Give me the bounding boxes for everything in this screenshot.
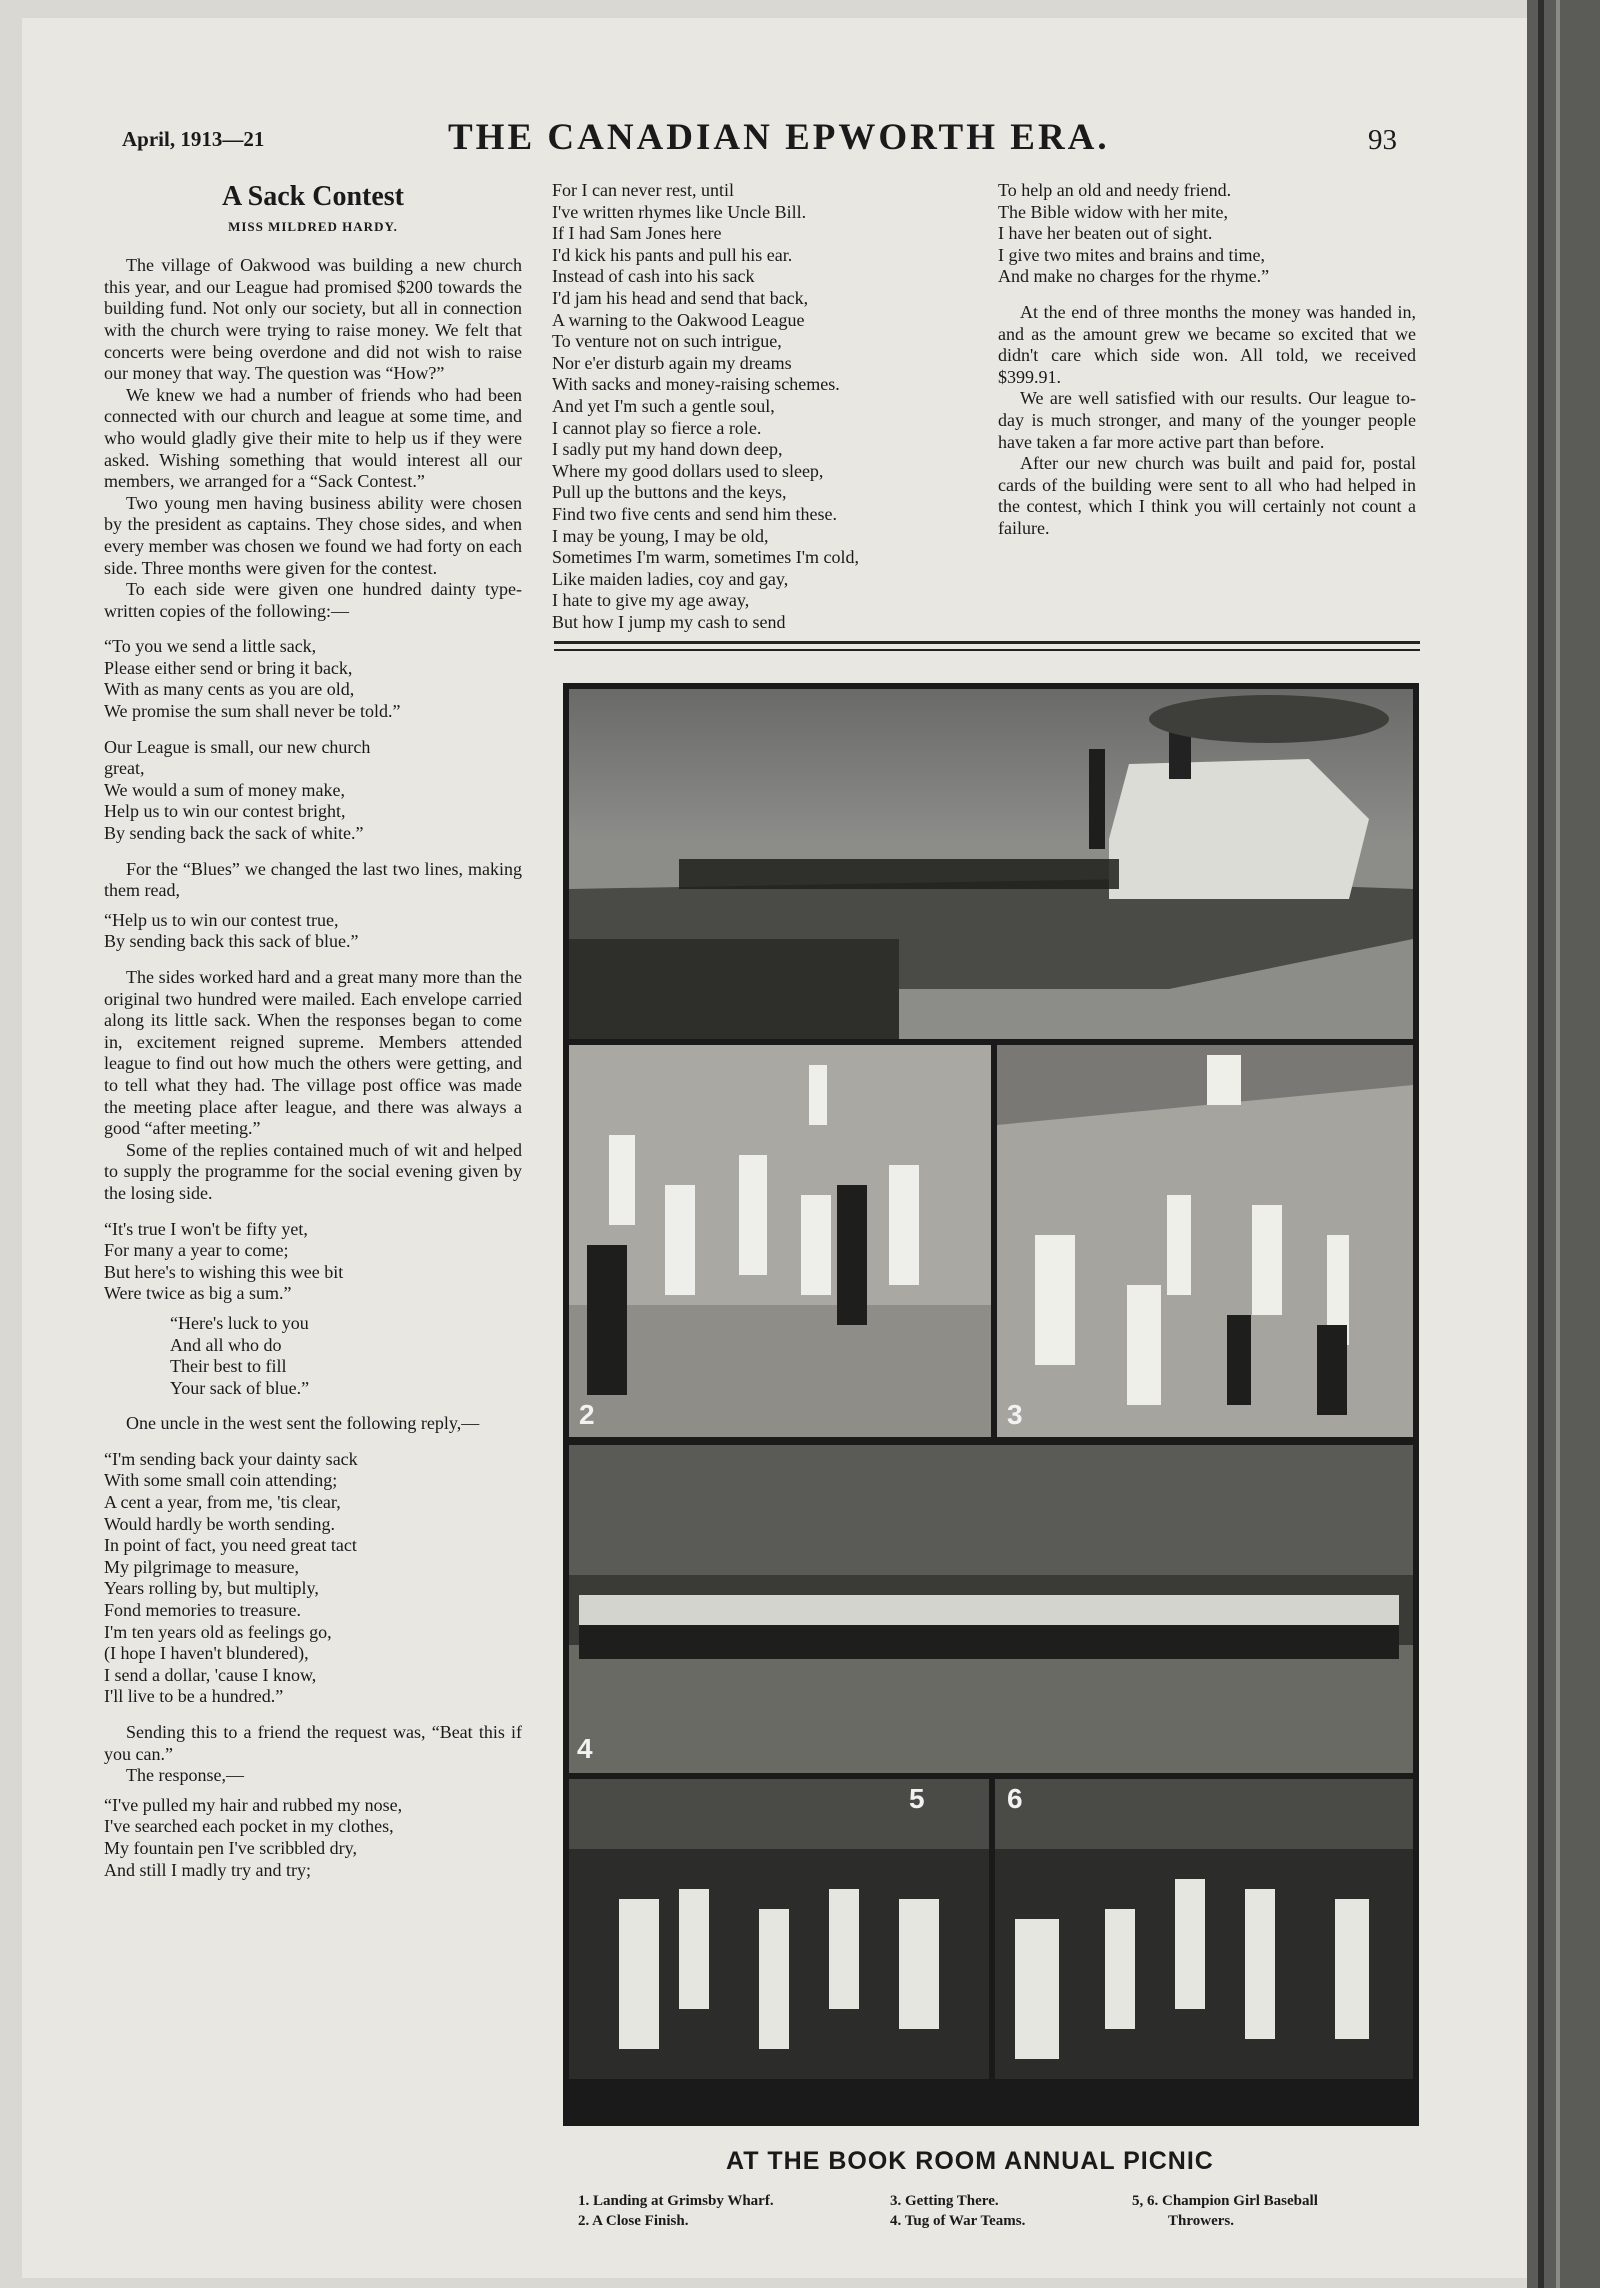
photo-getting-there (997, 1045, 1413, 1437)
poem: “It's true I won't be fifty yet, For many a year to come; But here's to wishing this wee bit Were twice as big a sum.” (104, 1218, 344, 1304)
poem: “Help us to win our contest true, By sending back this sack of blue.” (104, 909, 359, 952)
poem: “I'm sending back your dainty sack With some small coin attending; A cent a year, from me, 'tis clear, Would hardly be worth sending. In point of fact, you need great tact My pilgrimage to measure, Years rolling by, but multiply, Fond memories to treasure. I'm ten years old as feelings go, (I hope I haven't blundered), I send a dollar, 'cause I know, I'll live to be a hundred.” (104, 1448, 358, 1707)
poem: “To you we send a little sack, Please either send or bring it back, With as many cents as you are old, We promise the sum shall never be told.” (104, 636, 401, 722)
photo-caption: 3. Getting There. (890, 2193, 999, 2209)
paragraph: The village of Oakwood was building a new church this year, and our League had promised $200 towards the building fund. Not only our society, but all in connection with the church were trying to raise money. We felt that concerts were being overdone and did not wish to raise our money that way. The question was “How?” (104, 255, 522, 384)
page-number: 93 (1368, 124, 1397, 156)
photo-caption: Throwers. (1168, 2213, 1234, 2229)
issue-date: April, 1913—21 (122, 127, 265, 151)
photo-landing-at-wharf (569, 689, 1413, 1039)
paragraph: For the “Blues” we changed the last two lines, making them read, (104, 858, 522, 901)
paragraph: We are well satisfied with our results. Our league to-day is much stronger, and many of the younger people have taken a far more active part than before. (998, 388, 1416, 452)
column-1 (104, 182, 522, 1881)
paragraph: The sides worked hard and a great many more than the original two hundred were mailed. Each envelope carried along its little sack. When the responses began to come in, excitement reigned supreme. Members attended league to find out how much the others were getting, and to tell what they had. The village post office was made the meeting place after league, and there was always a good “after meeting.” (104, 967, 522, 1139)
poem: Our League is small, our new church great, We would a sum of money make, Help us to win our contest bright, By sending back the sack of white.” (104, 736, 371, 844)
paragraph: We knew we had a number of friends who had been connected with our church and league at some time, and who would gladly give their mite to help us if they were asked. Wishing something that would interest all our members, we arranged for a “Sack Contest.” (104, 384, 522, 492)
photo-caption: 4. Tug of War Teams. (890, 2213, 1026, 2229)
paragraph: Some of the replies contained much of wit and helped to supply the programme for the social evening given by the losing side. (104, 1139, 522, 1203)
poem: “Here's luck to you And all who do Their best to fill Your sack of blue.” (170, 1312, 310, 1398)
photo-baseball-throwers-5 (569, 1779, 989, 2079)
photo-caption-title: AT THE BOOK ROOM ANNUAL PICNIC (726, 2147, 1214, 2175)
photo-caption: 1. Landing at Grimsby Wharf. (578, 2193, 774, 2209)
photo-number: 3 (1007, 1399, 1023, 1430)
paragraph: The response,— (126, 1765, 244, 1786)
photo-collage (563, 683, 1419, 2126)
divider-rule (554, 641, 1420, 644)
article-title: A Sack Contest (221, 181, 404, 212)
paragraph: At the end of three months the money was handed in, and as the amount grew we became so excited that we didn't care which side won. All told, we received $399.91. (998, 301, 1416, 387)
column-3 (998, 180, 1416, 540)
paragraph: Two young men having business ability were chosen by the president as captains. They chose sides, and when every member was chosen we found we had forty on each side. Three months were given for the contest. (104, 492, 522, 578)
book-edge-line (1556, 0, 1560, 2288)
divider-rule (554, 649, 1420, 651)
book-edge-line (1538, 0, 1544, 2288)
paragraph: To each side were given one hundred dainty type-written copies of the following:— (104, 579, 522, 621)
paragraph: Sending this to a friend the request was, “Beat this if you can.” (104, 1722, 522, 1764)
photo-baseball-throwers-6 (995, 1779, 1413, 2079)
photo-number: 5 (909, 1783, 925, 1814)
column-2 (552, 180, 976, 633)
photo-caption: 5, 6. Champion Girl Baseball (1132, 2193, 1318, 2209)
photo-close-finish (569, 1045, 991, 1437)
photo-number: 2 (579, 1399, 595, 1430)
paragraph: One uncle in the west sent the following reply,— (126, 1413, 480, 1434)
article-byline: MISS MILDRED HARDY. (228, 218, 398, 234)
paragraph: After our new church was built and paid for, postal cards of the building were sent to all who had helped in the contest, which I think you will certainly not count a failure. (998, 453, 1416, 538)
masthead-title: THE CANADIAN EPWORTH ERA. (448, 117, 1110, 158)
photo-number: 4 (577, 1733, 593, 1764)
photo-number: 6 (1007, 1783, 1023, 1814)
poem: To help an old and needy friend. The Bible widow with her mite, I have her beaten out of sight. I give two mites and brains and time, And make no charges for the rhyme.” (998, 180, 1270, 287)
poem: For I can never rest, until I've written rhymes like Uncle Bill. If I had Sam Jones here I'd kick his pants and pull his ear. Instead of cash into his sack I'd jam his head and send that back, A warning to the Oakwood League To venture not on such intrigue, Nor e'er disturb again my dreams With sacks and money-raising schemes. And yet I'm such a gentle soul, I cannot play so fierce a role. I sadly put my hand down deep, Where my good dollars used to sleep, Pull up the buttons and the keys, Find two five cents and send him these. I may be young, I may be old, Sometimes I'm warm, sometimes I'm cold, Like maiden ladies, coy and gay, I hate to give my age away, But how I jump my cash to send (552, 180, 859, 632)
poem: “I've pulled my hair and rubbed my nose, I've searched each pocket in my clothes, My fountain pen I've scribbled dry, And still I madly try and try; (104, 1794, 403, 1880)
photo-caption: 2. A Close Finish. (578, 2213, 689, 2229)
photo-tug-of-war-teams (569, 1445, 1413, 1773)
